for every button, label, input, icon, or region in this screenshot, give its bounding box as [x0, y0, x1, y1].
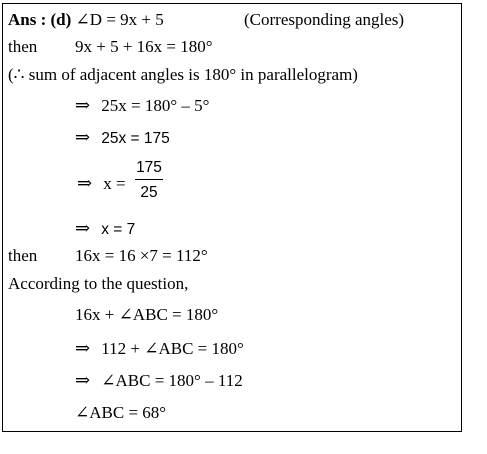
expression: 9x + 5 + 16x = 180° [75, 37, 213, 56]
step-line [75, 338, 244, 359]
expression: 25x = 175 [101, 130, 170, 147]
step-line [75, 127, 170, 149]
step-line [75, 370, 243, 391]
expression: 112 + ∠ABC = 180° [101, 339, 244, 358]
step-line [75, 218, 135, 240]
expression: ∠ABC = 68° [75, 403, 167, 422]
denominator: 25 [140, 184, 158, 201]
implies-icon: ⇒ [77, 173, 93, 193]
expression: x = 7 [101, 221, 136, 238]
implies-icon: ⇒ [75, 370, 91, 390]
fraction [136, 158, 162, 204]
implies-icon: ⇒ [75, 218, 91, 238]
implies-icon: ⇒ [75, 127, 91, 147]
expression: 16x = 16 ×7 = 112° [75, 246, 208, 265]
expression: 16x + ∠ABC = 180° [75, 305, 219, 324]
reason-note: (Corresponding angles) [244, 10, 405, 29]
step-line [75, 95, 209, 116]
expression: ∠ABC = 180° – 112 [101, 371, 243, 390]
statement: According to the question, [8, 274, 189, 293]
implies-icon: ⇒ [75, 338, 91, 358]
fraction-bar [135, 179, 163, 180]
expression: ∠D = 9x + 5 [75, 10, 164, 29]
answer-label: Ans : (d) [8, 10, 72, 29]
expression: 25x = 180° – 5° [101, 96, 210, 115]
then-word: then [8, 37, 38, 56]
numerator: 175 [136, 159, 162, 176]
step-line [77, 173, 126, 194]
then-word: then [8, 246, 38, 265]
reason-note: (∴ sum of adjacent angles is 180° in parallelogram) [8, 65, 358, 84]
answer-line [8, 10, 164, 30]
expression: x = [103, 174, 126, 193]
implies-icon: ⇒ [75, 95, 91, 115]
